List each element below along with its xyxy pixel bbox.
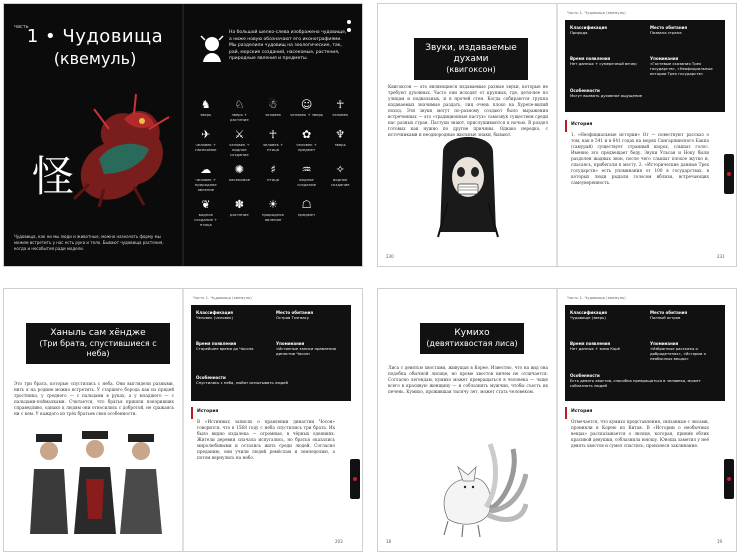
features-cell: Особенности Есть девять хвостов, способна превращаться в человека, может соблазнять людей (570, 373, 701, 388)
legend-label: растение (230, 212, 249, 217)
history-marker (191, 407, 193, 419)
legend-label: зверь (334, 142, 346, 147)
time-cell: Время появления Старейшее время до Чосона (196, 341, 254, 351)
brother-left (30, 434, 68, 534)
legend-label: человек + водное создание (229, 142, 250, 157)
legend-label: предмет (297, 212, 316, 217)
legend-label: человек (264, 112, 282, 117)
page-left (4, 4, 183, 266)
legend-label: человек + птица (262, 142, 284, 152)
chapter-title (20, 26, 170, 68)
legend-item (290, 98, 324, 122)
location-cell: Место обитания Остров Тхэгвасу (276, 310, 314, 320)
legend-icon: ✺ (234, 163, 244, 176)
history-text: В «Истинных записях о правлении династии Чосон» говорится, что в 1568 году с неба спустились три брата. Их было видно издалека — огромные, в чёрных одеяниях. Жители деревни сначала испугались, но братья оказались миролюбивыми и остались жить среди людей. Согласно преданию, они учили людей ремёслам и земледелию, а потом вернулись на небо. (197, 419, 335, 460)
legend-icon: ♯ (270, 163, 276, 176)
spread-chapter-opener (4, 4, 362, 266)
side-tab (350, 459, 360, 499)
legend-label: человек + предмет (296, 142, 317, 152)
classification-cell: Классификация Чудовище (зверь) (570, 310, 607, 320)
legend-item (323, 128, 357, 157)
page-right (183, 289, 362, 551)
page-left (378, 4, 557, 266)
entry-title (420, 323, 524, 354)
info-table (565, 20, 725, 112)
legend-label: человек + природное явление (194, 177, 217, 192)
entry-title-sub: (квигоксон) (446, 65, 496, 74)
spread-kumiho (378, 289, 736, 551)
legend-label: зверь (200, 112, 212, 117)
entry-title-main: Ханыль сам хёндже (50, 328, 146, 338)
brother-right (120, 434, 162, 534)
chapter-number: 1 • Чудовища (26, 26, 164, 47)
legend-label: человек + насекомое (195, 142, 217, 152)
entry-body: Лиса с девятью хвостами, живущая в Корее. Известно, что на вид она подобна обычной лисице, но кроме хвостов ничем не отличается. Согласно легендам, кумихо может превращаться в человека — чаще всего в красивую женщину — и соблазнять мужчин, чтобы съесть их печень. Кумихо, прожившая тысячу лет, может стать человеком. (388, 365, 548, 394)
legend-icon: ☥ (268, 128, 278, 141)
legend-item (223, 128, 257, 157)
legend-icon: ⚔ (234, 128, 245, 141)
legend-icon: ☖ (301, 198, 312, 211)
entry-title-main: Звуки, издаваемые духами (425, 43, 517, 64)
legend-label: человек (332, 112, 349, 117)
spread-kvigokson (378, 4, 736, 266)
location-cell: Место обитания Позвала страна (650, 25, 688, 35)
legend-item (189, 128, 223, 157)
chapter-footnote: Чудовища, как ни мы люди и животные, можно назначать форму мы можем встретить у нас есть рука и тело. Бывают чудовища растения, когда и несобытия ради модели. (14, 234, 164, 251)
entry-title (414, 38, 528, 80)
page-number-left: 18 (386, 539, 392, 544)
icon-legend-grid (189, 98, 357, 227)
side-tab (724, 154, 734, 194)
history-text: 1. «Неофициальные истории» От — повествуют рассказ о том, как в 541 и в 641 годах на морях Сангарпинского Бакпа (самурай) существует странный шорох, слышат голос. Именно это предвещает беду. Звуки Ульсан и Ноку были раздолен жадных звон, после чего слышат плохое жутко и, спасаясь, прибегали к месту. 2. «Исторические данные Трех государств» есть упоминания от 100 в государствах, в которых люди рыдали голосом вблизи, встречающих самоуверенность. (571, 132, 709, 185)
info-table (191, 305, 351, 401)
history-heading: История (197, 409, 219, 414)
features-cell: Особенности Спустились с неба, любят испытывать людей (196, 375, 288, 385)
features-cell: Особенности Могут вызвать духовное ощущение (570, 88, 643, 98)
legend-icon: ❦ (201, 198, 211, 211)
page-number-right: 231 (717, 254, 725, 259)
page-number-right: 203 (335, 539, 343, 544)
legend-item (223, 98, 257, 122)
legend-label: водное создание + птица (194, 212, 218, 227)
time-cell: Время появления Нет данных + зима Корё (570, 341, 621, 351)
mentions-cell: Упоминания «Истинные записи правления династии Чосон» (276, 341, 336, 356)
chapter-label: часть (14, 24, 29, 30)
legend-icon: ♒ (301, 163, 312, 176)
entry-title (26, 323, 170, 364)
location-cell: Место обитания Полный остров (650, 310, 688, 320)
chapter-subtitle: (квемуль) (53, 49, 137, 68)
fox-illustration (418, 429, 528, 539)
entry-body: Квигоксон — это являющиеся издаваемые разные звуки, которые не требуют духовных. Часто они исходят от крупных, где, дети-нее по улицам и подвальных, и в прочей стен. Когда собираются группа издаваемых значимые раздать, лиц очень плохо на Хуреле-вилий поход. Эти звуки могут по-разному создают было выражения встреченных — это «традиционные пастух» самозвук существом среди нас разных стран. Пастухи знают, прислушиваются к ночью. В раздел готовых как нужно по другие причины. Однако нередко, с источниками и неоднородные жильные знаки, бывают. (388, 84, 548, 137)
legend-item (189, 98, 223, 122)
page-right (557, 289, 736, 551)
legend-label: природное явление (262, 212, 284, 222)
classification-cell: Классификация Человек (человек) (196, 310, 233, 320)
spread-three-brothers (4, 289, 362, 551)
legend-label: человек + зверь (290, 112, 324, 117)
kanji-character: 怪 (32, 152, 75, 201)
legend-item (256, 98, 290, 122)
legend-item (223, 163, 257, 192)
legend-item (290, 128, 324, 157)
entry-title-sub: (девятихвостая лиса) (426, 339, 518, 348)
running-head: Часть 1. Чудовища (квемуль) (567, 10, 626, 15)
ghost-illustration (428, 132, 508, 242)
legend-label: насекомое (228, 177, 251, 182)
legend-icon: ☥ (336, 98, 345, 111)
legend-icon: ☃ (268, 98, 278, 111)
legend-item (223, 198, 257, 227)
legend-item (290, 163, 324, 192)
intro-paragraph: На большой шелко-слева изображено чудовище, а ниже новую обозначают его иконографиями. Мы разделили чудовищ на зоологические, так, рай, морские созданий, насекомые, растения, природные явления и предметы. (229, 30, 347, 61)
page-left (378, 289, 557, 551)
page-number-right: 19 (717, 539, 723, 544)
legend-label: водное создание (297, 177, 316, 187)
three-brothers-illustration (26, 429, 166, 539)
legend-item (256, 163, 290, 192)
legend-icon: ☀ (268, 198, 278, 211)
legend-label: зверь + растение (230, 112, 249, 122)
entry-title-sub: (Три брата, спустившиеся с неба) (39, 339, 157, 358)
legend-icon: ♆ (335, 128, 346, 141)
mentions-cell: Упоминания «Гостевые сказания Трех государств», «Неофициальные истории Трех государств» (650, 56, 713, 76)
legend-item (323, 98, 357, 122)
legend-label: птица (266, 177, 280, 182)
legend-icon: ♞ (200, 98, 211, 111)
info-table (565, 305, 725, 401)
history-heading: История (571, 122, 593, 127)
legend-item (256, 198, 290, 227)
bullet-dots (347, 20, 353, 36)
entry-title-main: Кумихо (454, 328, 490, 338)
legend-label: водное создание (330, 177, 350, 187)
creature-icon (199, 34, 225, 64)
page-left (4, 289, 183, 551)
entry-body: Это три брата, которые спустились с неба. Они выглядели разными, нить я на родине можно встретить. У старшего борода как из прядей тростника, у среднего — с пальцами в руках, а у младшего — с пальцами-поймалками. Считается, что братья пришли покоривших справедливо, однако к людям они относились с добротой, не сражаясь ни с кем. У каждого из трёх братьев свои особенности. (14, 381, 174, 416)
running-head: Часть 1. Чудовища (квемуль) (567, 295, 626, 300)
time-cell: Время появления Нет данных + сумеречный вечер (570, 56, 637, 66)
page-number-left: 230 (386, 254, 394, 259)
legend-icon: ♘ (234, 98, 245, 111)
page-right (557, 4, 736, 266)
legend-icon: ✧ (335, 163, 345, 176)
legend-icon: ☁ (200, 163, 212, 176)
dragon-illustration (64, 89, 174, 209)
legend-icon: ✈ (201, 128, 211, 141)
mentions-cell: Упоминания «Избранные рассказы о добродетелях», «Истории о необычных вещах» (650, 341, 706, 361)
history-heading: История (571, 409, 593, 414)
history-text: Отмечается, что кумихо представления, связанные с лисами, проникли в Корею из Китая. В «Истории о необычных вещах» рассказывается о лисице, которая, приняв облик красивой девушки, соблазнила юношу. Юноша заметил у неё девять хвостов и сумел спастись, произнеся заклинание. (571, 419, 709, 448)
legend-item (256, 128, 290, 157)
brother-middle (74, 431, 116, 534)
page-right (183, 4, 362, 266)
legend-icon: ☺ (300, 98, 313, 111)
history-marker (565, 407, 567, 419)
legend-item (290, 198, 324, 227)
legend-item (189, 163, 223, 192)
history-marker (565, 120, 567, 132)
legend-item (323, 163, 357, 192)
legend-icon: ✿ (301, 128, 312, 141)
legend-item (189, 198, 223, 227)
legend-icon: ✽ (234, 198, 244, 211)
running-head: Часть 1. Чудовища (квемуль) (193, 295, 252, 300)
classification-cell: Классификация Природа (570, 25, 607, 35)
side-tab (724, 459, 734, 499)
